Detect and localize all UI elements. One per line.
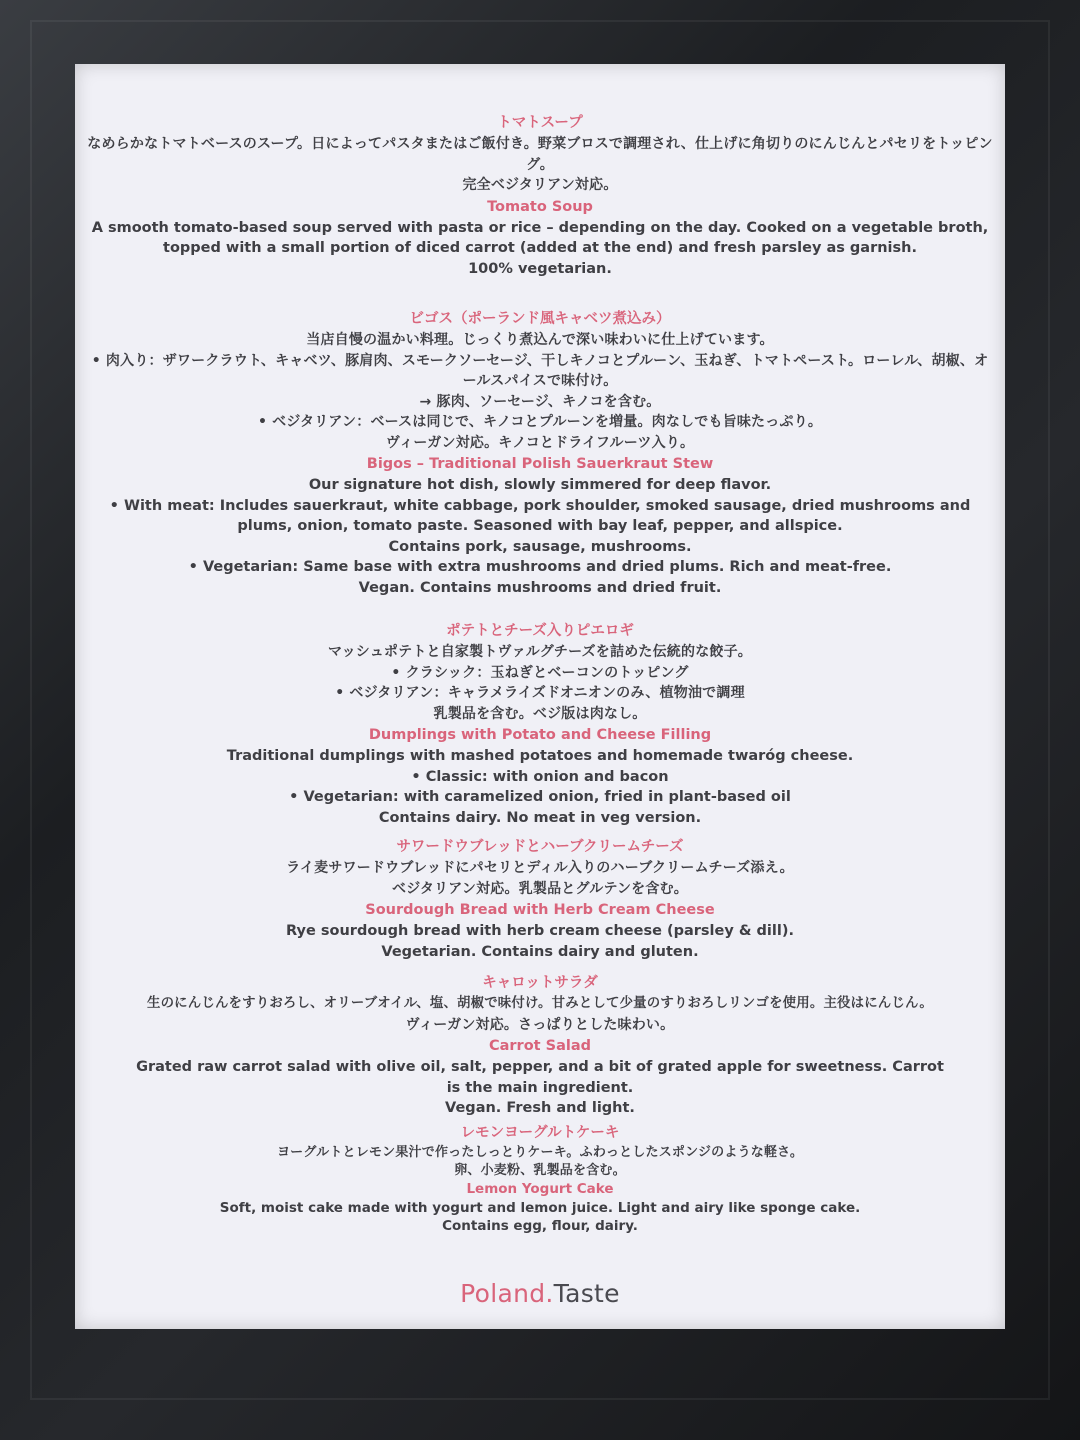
brand-logo-part1: Poland. bbox=[460, 1279, 554, 1308]
jp-classic-option: • クラシック：玉ねぎとベーコンのトッピング bbox=[391, 664, 689, 681]
en-meat-contains: Contains pork, sausage, mushrooms. bbox=[388, 538, 692, 555]
en-title: Bigos – Traditional Polish Sauerkraut Stew bbox=[366, 456, 714, 472]
en-title: Lemon Yogurt Cake bbox=[466, 1181, 614, 1197]
en-description: Grated raw carrot salad with olive oil, salt, pepper, and a bit of grated apple for sweetness. Carrot is the main ingredient. bbox=[136, 1059, 944, 1096]
menu-item-carrot-salad bbox=[75, 972, 1005, 1119]
en-veg-note: Vegan. Contains mushrooms and dried fruit. bbox=[358, 579, 722, 596]
en-classic-option: • Classic: with onion and bacon bbox=[411, 768, 669, 785]
jp-note: 卵、小麦粉、乳製品を含む。 bbox=[454, 1163, 626, 1178]
en-note: Contains egg, flour, dairy. bbox=[442, 1218, 638, 1234]
en-veg-option: • Vegetarian: Same base with extra mushrooms and dried plums. Rich and meat-free. bbox=[188, 559, 892, 575]
en-title: Dumplings with Potato and Cheese Filling bbox=[368, 727, 712, 743]
en-title: Sourdough Bread with Herb Cream Cheese bbox=[365, 902, 715, 918]
jp-description: ヨーグルトとレモン果汁で作ったしっとりケーキ。ふわっとしたスポンジのような軽さ。 bbox=[276, 1145, 804, 1160]
jp-title: トマトスープ bbox=[497, 115, 583, 131]
jp-title: キャロットサラダ bbox=[482, 975, 598, 991]
menu-sheet bbox=[75, 64, 1005, 1329]
en-veg-option: • Vegetarian: with caramelized onion, fried in plant-based oil bbox=[289, 789, 791, 805]
en-title: Tomato Soup bbox=[487, 198, 593, 215]
en-description: Our signature hot dish, slowly simmered for deep flavor. bbox=[308, 477, 772, 493]
brand-logo-part2: Taste bbox=[553, 1279, 620, 1308]
menu-item-sourdough bbox=[75, 836, 1005, 962]
en-description: Rye sourdough bread with herb cream cheese (parsley & dill). bbox=[286, 923, 794, 939]
jp-meat-contains: → 豚肉、ソーセージ、キノコを含む。 bbox=[419, 393, 661, 410]
menu-item-lemon-cake bbox=[75, 1122, 1005, 1235]
jp-description: なめらかなトマトベースのスープ。日によってパスタまたはご飯付き。野菜ブロスで調理され、仕上げに角切りのにんじんとパセリをトッピング。 bbox=[87, 136, 993, 173]
brand-logo bbox=[75, 1279, 1005, 1308]
menu-item-bigos bbox=[75, 308, 1005, 598]
en-note: Vegetarian. Contains dairy and gluten. bbox=[381, 943, 699, 960]
jp-note: 乳製品を含む。ベジ版は肉なし。 bbox=[433, 705, 647, 722]
jp-title: ビゴス（ポーランド風キャベツ煮込み） bbox=[409, 311, 671, 327]
en-description: Traditional dumplings with mashed potatoes and homemade twaróg cheese. bbox=[226, 748, 854, 764]
jp-description: ライ麦サワードウブレッドにパセリとディル入りのハーブクリームチーズ添え。 bbox=[286, 860, 794, 876]
en-description: A smooth tomato-based soup served with pasta or rice – depending on the day. Cooked on a vegetable broth, topped with a small portion of diced carrot (added at the end) and fresh parsley as garnish. bbox=[91, 219, 989, 256]
jp-description: 生のにんじんをすりおろし、オリーブオイル、塩、胡椒で味付け。甘みとして少量のすりおろしリンゴを使用。主役はにんじん。 bbox=[147, 996, 933, 1011]
menu-item-pierogi bbox=[75, 620, 1005, 828]
jp-description: 当店自慢の温かい料理。じっくり煮込んで深い味わいに仕上げています。 bbox=[306, 332, 774, 348]
en-meat-option: • With meat: Includes sauerkraut, white cabbage, pork shoulder, smoked sausage, dried mushrooms and plums, onion, tomato paste. Seasoned with bay leaf, pepper, and allspice. bbox=[109, 497, 971, 534]
en-note: Vegan. Fresh and light. bbox=[445, 1100, 635, 1116]
en-title: Carrot Salad bbox=[488, 1038, 592, 1054]
en-note: Contains dairy. No meat in veg version. bbox=[378, 809, 702, 826]
en-note: 100% vegetarian. bbox=[468, 260, 612, 277]
menu-item-tomato-soup bbox=[75, 112, 1005, 279]
jp-title: ポテトとチーズ入りピエロギ bbox=[446, 623, 634, 639]
jp-veg-option: • ベジタリアン：キャラメライズドオニオンのみ、植物油で調理 bbox=[335, 685, 745, 701]
jp-title: サワードウブレッドとハーブクリームチーズ bbox=[396, 839, 684, 855]
jp-note: ベジタリアン対応。乳製品とグルテンを含む。 bbox=[392, 880, 688, 897]
en-description: Soft, moist cake made with yogurt and lemon juice. Light and airy like sponge cake. bbox=[219, 1200, 861, 1216]
jp-title: レモンヨーグルトケーキ bbox=[460, 1125, 620, 1141]
jp-meat-option: • 肉入り：ザワークラウト、キャベツ、豚肩肉、スモークソーセージ、干しキノコとプルーン、玉ねぎ、トマトペースト。ローレル、胡椒、オールスパイスで味付け。 bbox=[91, 352, 989, 389]
jp-veg-option: • ベジタリアン：ベースは同じで、キノコとプルーンを増量。肉なしでも旨味たっぷり。 bbox=[257, 414, 823, 430]
jp-description: マッシュポテトと自家製トヴァルグチーズを詰めた伝統的な餃子。 bbox=[327, 644, 753, 660]
jp-note: ヴィーガン対応。さっぱりとした味わい。 bbox=[405, 1016, 675, 1033]
jp-veg-note: ヴィーガン対応。キノコとドライフルーツ入り。 bbox=[385, 434, 695, 451]
jp-note: 完全ベジタリアン対応。 bbox=[462, 177, 618, 193]
